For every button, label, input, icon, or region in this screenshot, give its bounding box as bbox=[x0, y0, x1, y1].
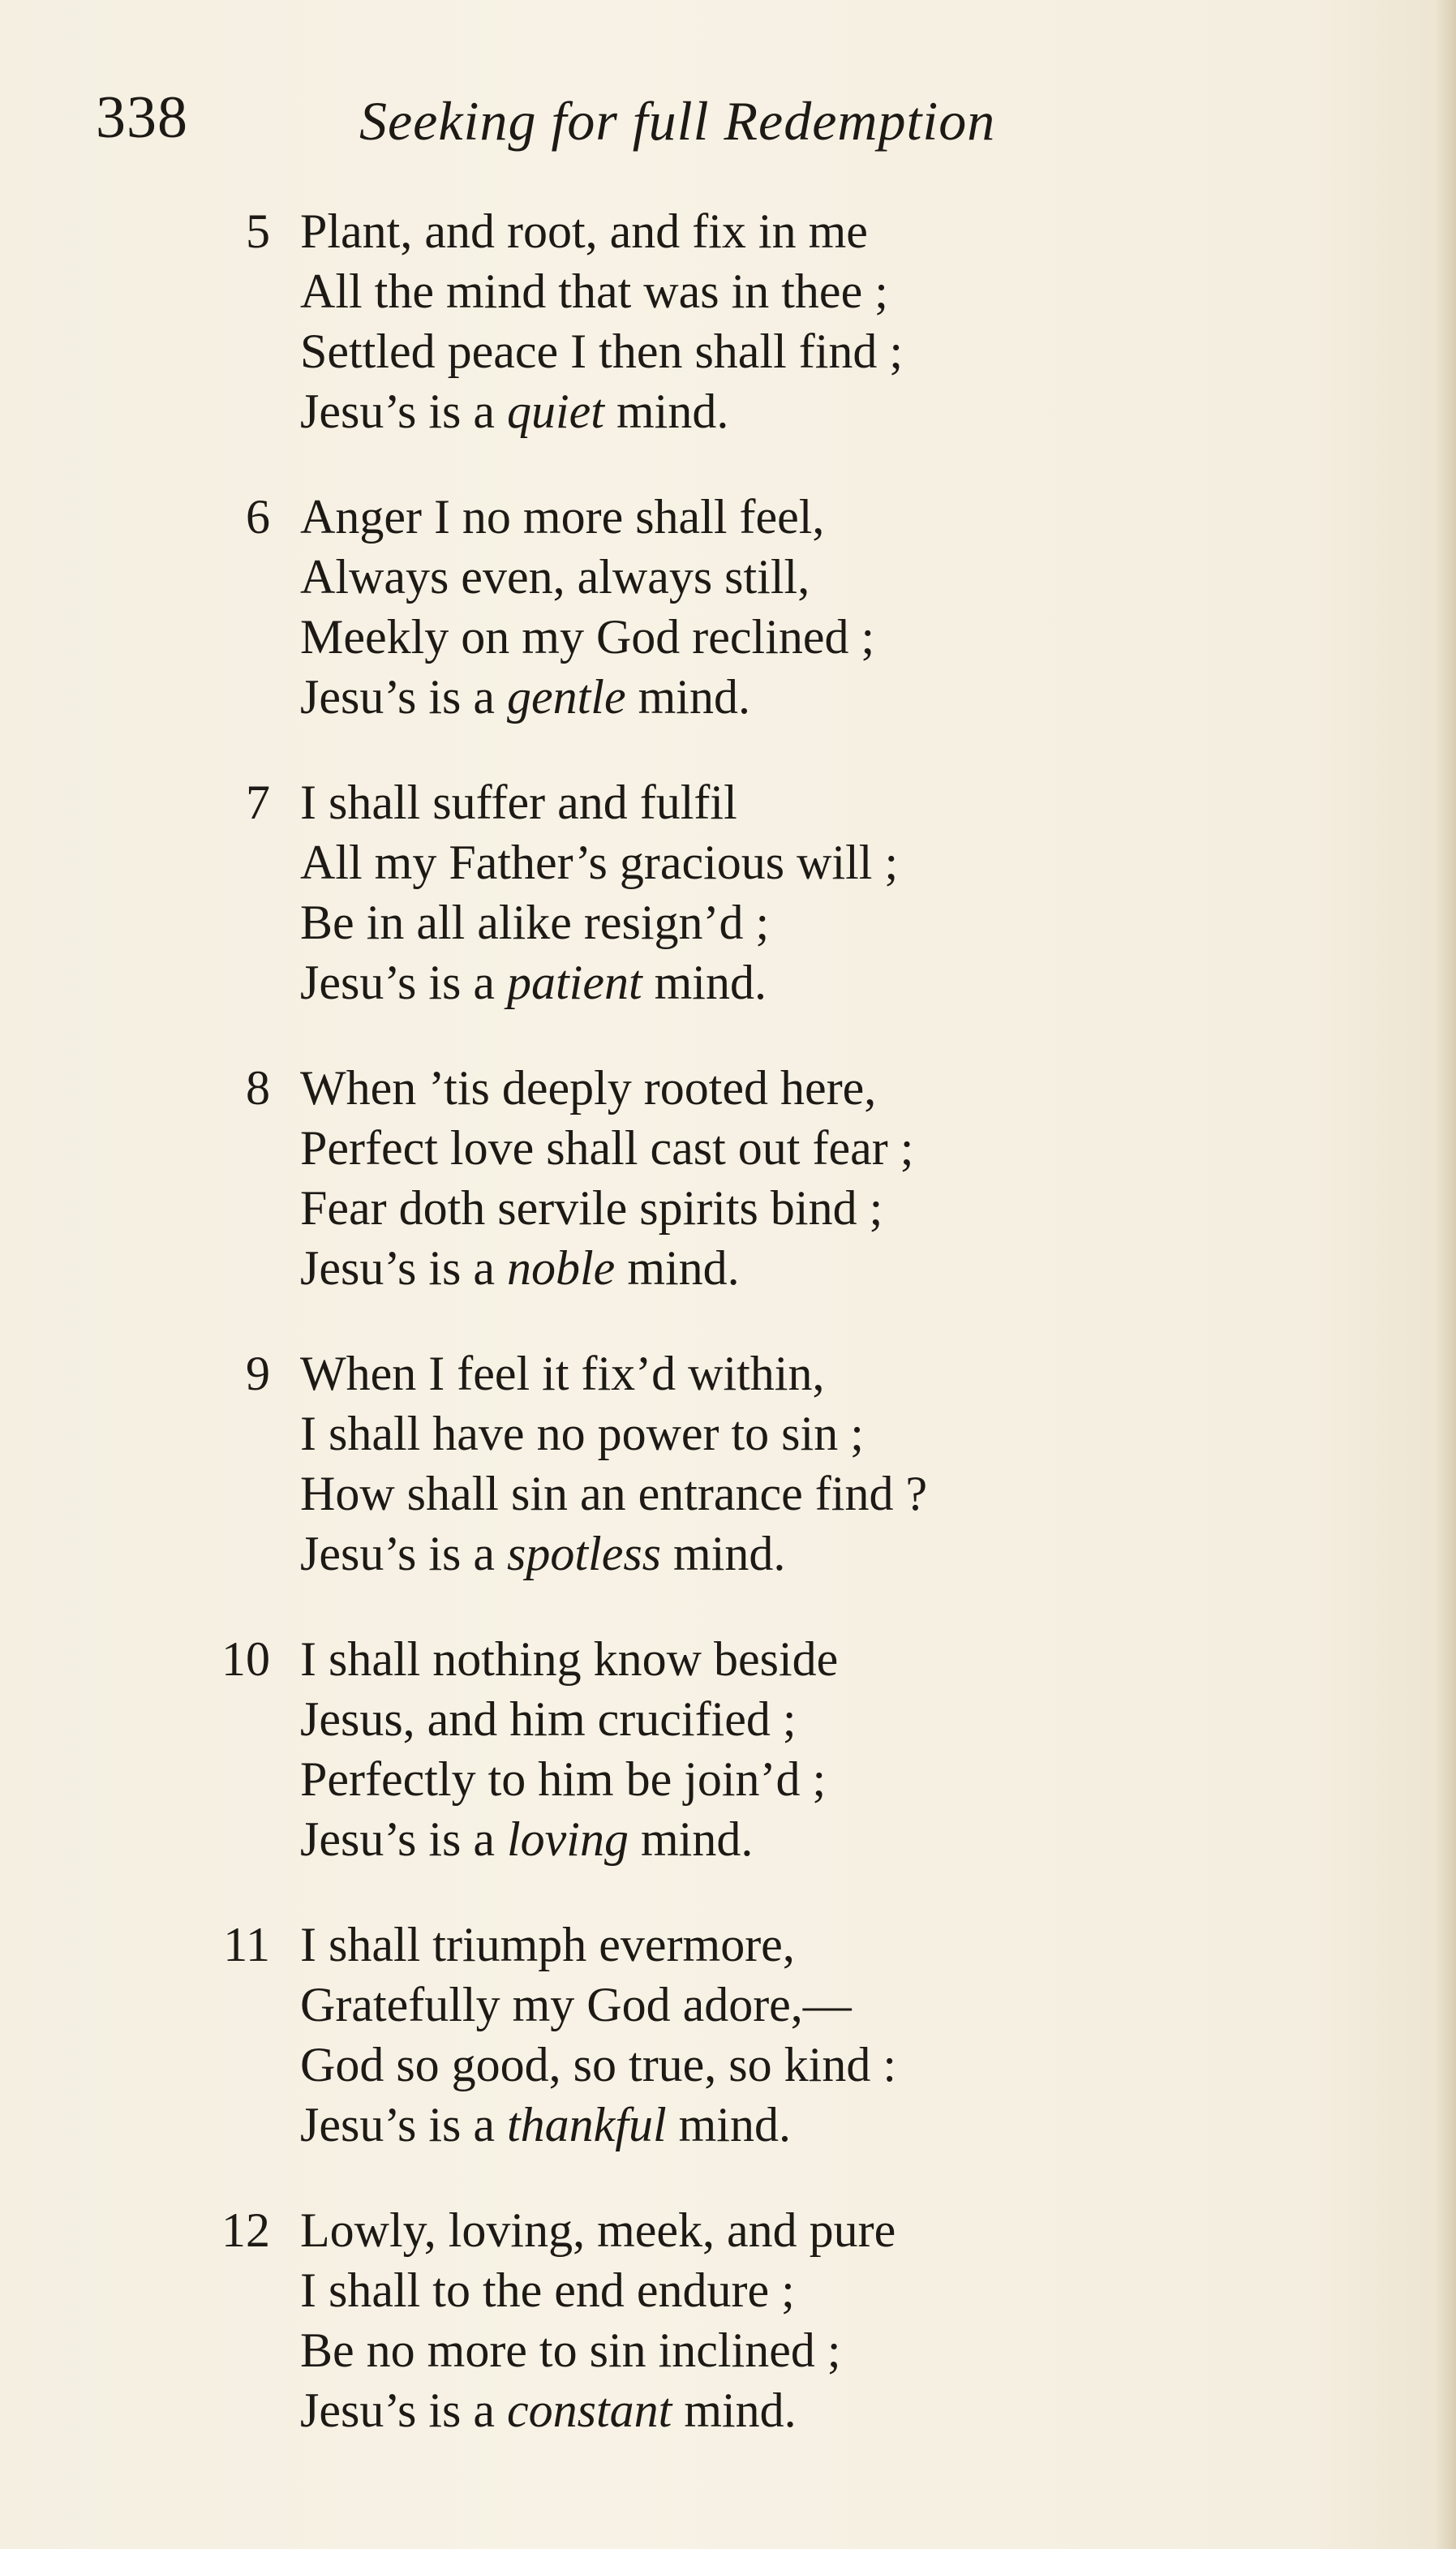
stanza-number: 11 bbox=[223, 1918, 270, 1971]
refrain-italic-word: loving bbox=[507, 1812, 629, 1866]
verse-line: Always even, always still, bbox=[300, 550, 810, 604]
verse-line: Settled peace I then shall find ; bbox=[300, 325, 904, 378]
verse-line-refrain bbox=[300, 952, 1111, 1012]
verse-line-refrain bbox=[300, 1809, 1111, 1869]
page-header bbox=[96, 77, 1110, 166]
verse-line: Gratefully my God adore,— bbox=[300, 1978, 852, 2031]
stanza-number: 5 bbox=[246, 204, 270, 258]
stanza-8 bbox=[0, 1058, 1456, 1343]
stanza-11 bbox=[0, 1915, 1456, 2200]
verse-line: Be in all alike resign’d ; bbox=[300, 896, 770, 949]
verse-line-refrain bbox=[300, 381, 1111, 441]
stanza-7 bbox=[0, 772, 1456, 1058]
verse-line-refrain bbox=[300, 667, 1111, 727]
refrain-italic-word: gentle bbox=[507, 670, 626, 724]
verse-line: Be no more to sin inclined ; bbox=[300, 2323, 841, 2377]
stanza-number: 6 bbox=[246, 490, 270, 544]
refrain-prefix: Jesu’s is a bbox=[300, 385, 507, 438]
refrain-suffix: mind. bbox=[672, 2384, 797, 2437]
stanza-lines bbox=[300, 201, 1111, 441]
refrain-prefix: Jesu’s is a bbox=[300, 670, 507, 724]
refrain-italic-word: thankful bbox=[507, 2098, 667, 2151]
stanza-number: 8 bbox=[246, 1061, 270, 1115]
verse-line: I shall nothing know beside bbox=[300, 1632, 839, 1686]
running-title: Seeking for full Redemption bbox=[359, 90, 996, 152]
refrain-suffix: mind. bbox=[603, 385, 729, 438]
verse-line: I shall have no power to sin ; bbox=[300, 1407, 864, 1460]
verse-line: When I feel it fix’d within, bbox=[300, 1347, 825, 1400]
verse-line-refrain bbox=[300, 2095, 1111, 2155]
refrain-prefix: Jesu’s is a bbox=[300, 2098, 507, 2151]
stanza-lines bbox=[300, 1629, 1111, 1869]
refrain-suffix: mind. bbox=[661, 1527, 786, 1580]
refrain-prefix: Jesu’s is a bbox=[300, 1812, 507, 1866]
refrain-prefix: Jesu’s is a bbox=[300, 1241, 507, 1295]
hymn-body bbox=[0, 201, 1456, 2486]
stanza-number: 12 bbox=[221, 2203, 270, 2257]
verse-line-refrain bbox=[300, 1238, 1111, 1298]
verse-line: When ’tis deeply rooted here, bbox=[300, 1061, 877, 1115]
stanza-6 bbox=[0, 487, 1456, 772]
stanza-number: 7 bbox=[246, 776, 270, 829]
verse-line: Fear doth servile spirits bind ; bbox=[300, 1181, 883, 1235]
verse-line-refrain bbox=[300, 2380, 1111, 2440]
stanza-9 bbox=[0, 1343, 1456, 1629]
verse-line: God so good, so true, so kind : bbox=[300, 2038, 896, 2091]
refrain-suffix: mind. bbox=[628, 1812, 754, 1866]
verse-line: I shall to the end endure ; bbox=[300, 2263, 795, 2317]
refrain-suffix: mind. bbox=[666, 2098, 791, 2151]
verse-line: How shall sin an entrance find ? bbox=[300, 1467, 928, 1520]
verse-line: Lowly, loving, meek, and pure bbox=[300, 2203, 896, 2257]
verse-line: Perfectly to him be join’d ; bbox=[300, 1752, 827, 1806]
stanza-lines bbox=[300, 2200, 1111, 2440]
stanza-number: 9 bbox=[246, 1347, 270, 1400]
stanza-lines bbox=[300, 487, 1111, 727]
stanza-5 bbox=[0, 201, 1456, 487]
refrain-suffix: mind. bbox=[642, 956, 767, 1009]
refrain-italic-word: patient bbox=[507, 956, 642, 1009]
refrain-prefix: Jesu’s is a bbox=[300, 956, 507, 1009]
page-number: 338 bbox=[96, 84, 188, 151]
stanza-10 bbox=[0, 1629, 1456, 1915]
verse-line: I shall triumph evermore, bbox=[300, 1918, 795, 1971]
refrain-italic-word: noble bbox=[507, 1241, 616, 1295]
verse-line: I shall suffer and fulfil bbox=[300, 776, 737, 829]
refrain-suffix: mind. bbox=[625, 670, 750, 724]
refrain-suffix: mind. bbox=[615, 1241, 740, 1295]
verse-line: All the mind that was in thee ; bbox=[300, 264, 888, 318]
verse-line: Anger I no more shall feel, bbox=[300, 490, 825, 544]
verse-line: All my Father’s gracious will ; bbox=[300, 836, 899, 889]
refrain-italic-word: constant bbox=[507, 2384, 672, 2437]
refrain-prefix: Jesu’s is a bbox=[300, 2384, 507, 2437]
stanza-number: 10 bbox=[221, 1632, 270, 1686]
verse-line: Plant, and root, and fix in me bbox=[300, 204, 868, 258]
refrain-italic-word: spotless bbox=[507, 1527, 662, 1580]
verse-line: Jesus, and him crucified ; bbox=[300, 1692, 797, 1746]
refrain-prefix: Jesu’s is a bbox=[300, 1527, 507, 1580]
refrain-italic-word: quiet bbox=[507, 385, 604, 438]
stanza-12 bbox=[0, 2200, 1456, 2486]
stanza-lines bbox=[300, 1058, 1111, 1298]
stanza-lines bbox=[300, 1343, 1111, 1584]
stanza-lines bbox=[300, 772, 1111, 1012]
verse-line: Meekly on my God reclined ; bbox=[300, 610, 875, 664]
stanza-lines bbox=[300, 1915, 1111, 2155]
verse-line-refrain bbox=[300, 1524, 1111, 1584]
verse-line: Perfect love shall cast out fear ; bbox=[300, 1121, 914, 1175]
